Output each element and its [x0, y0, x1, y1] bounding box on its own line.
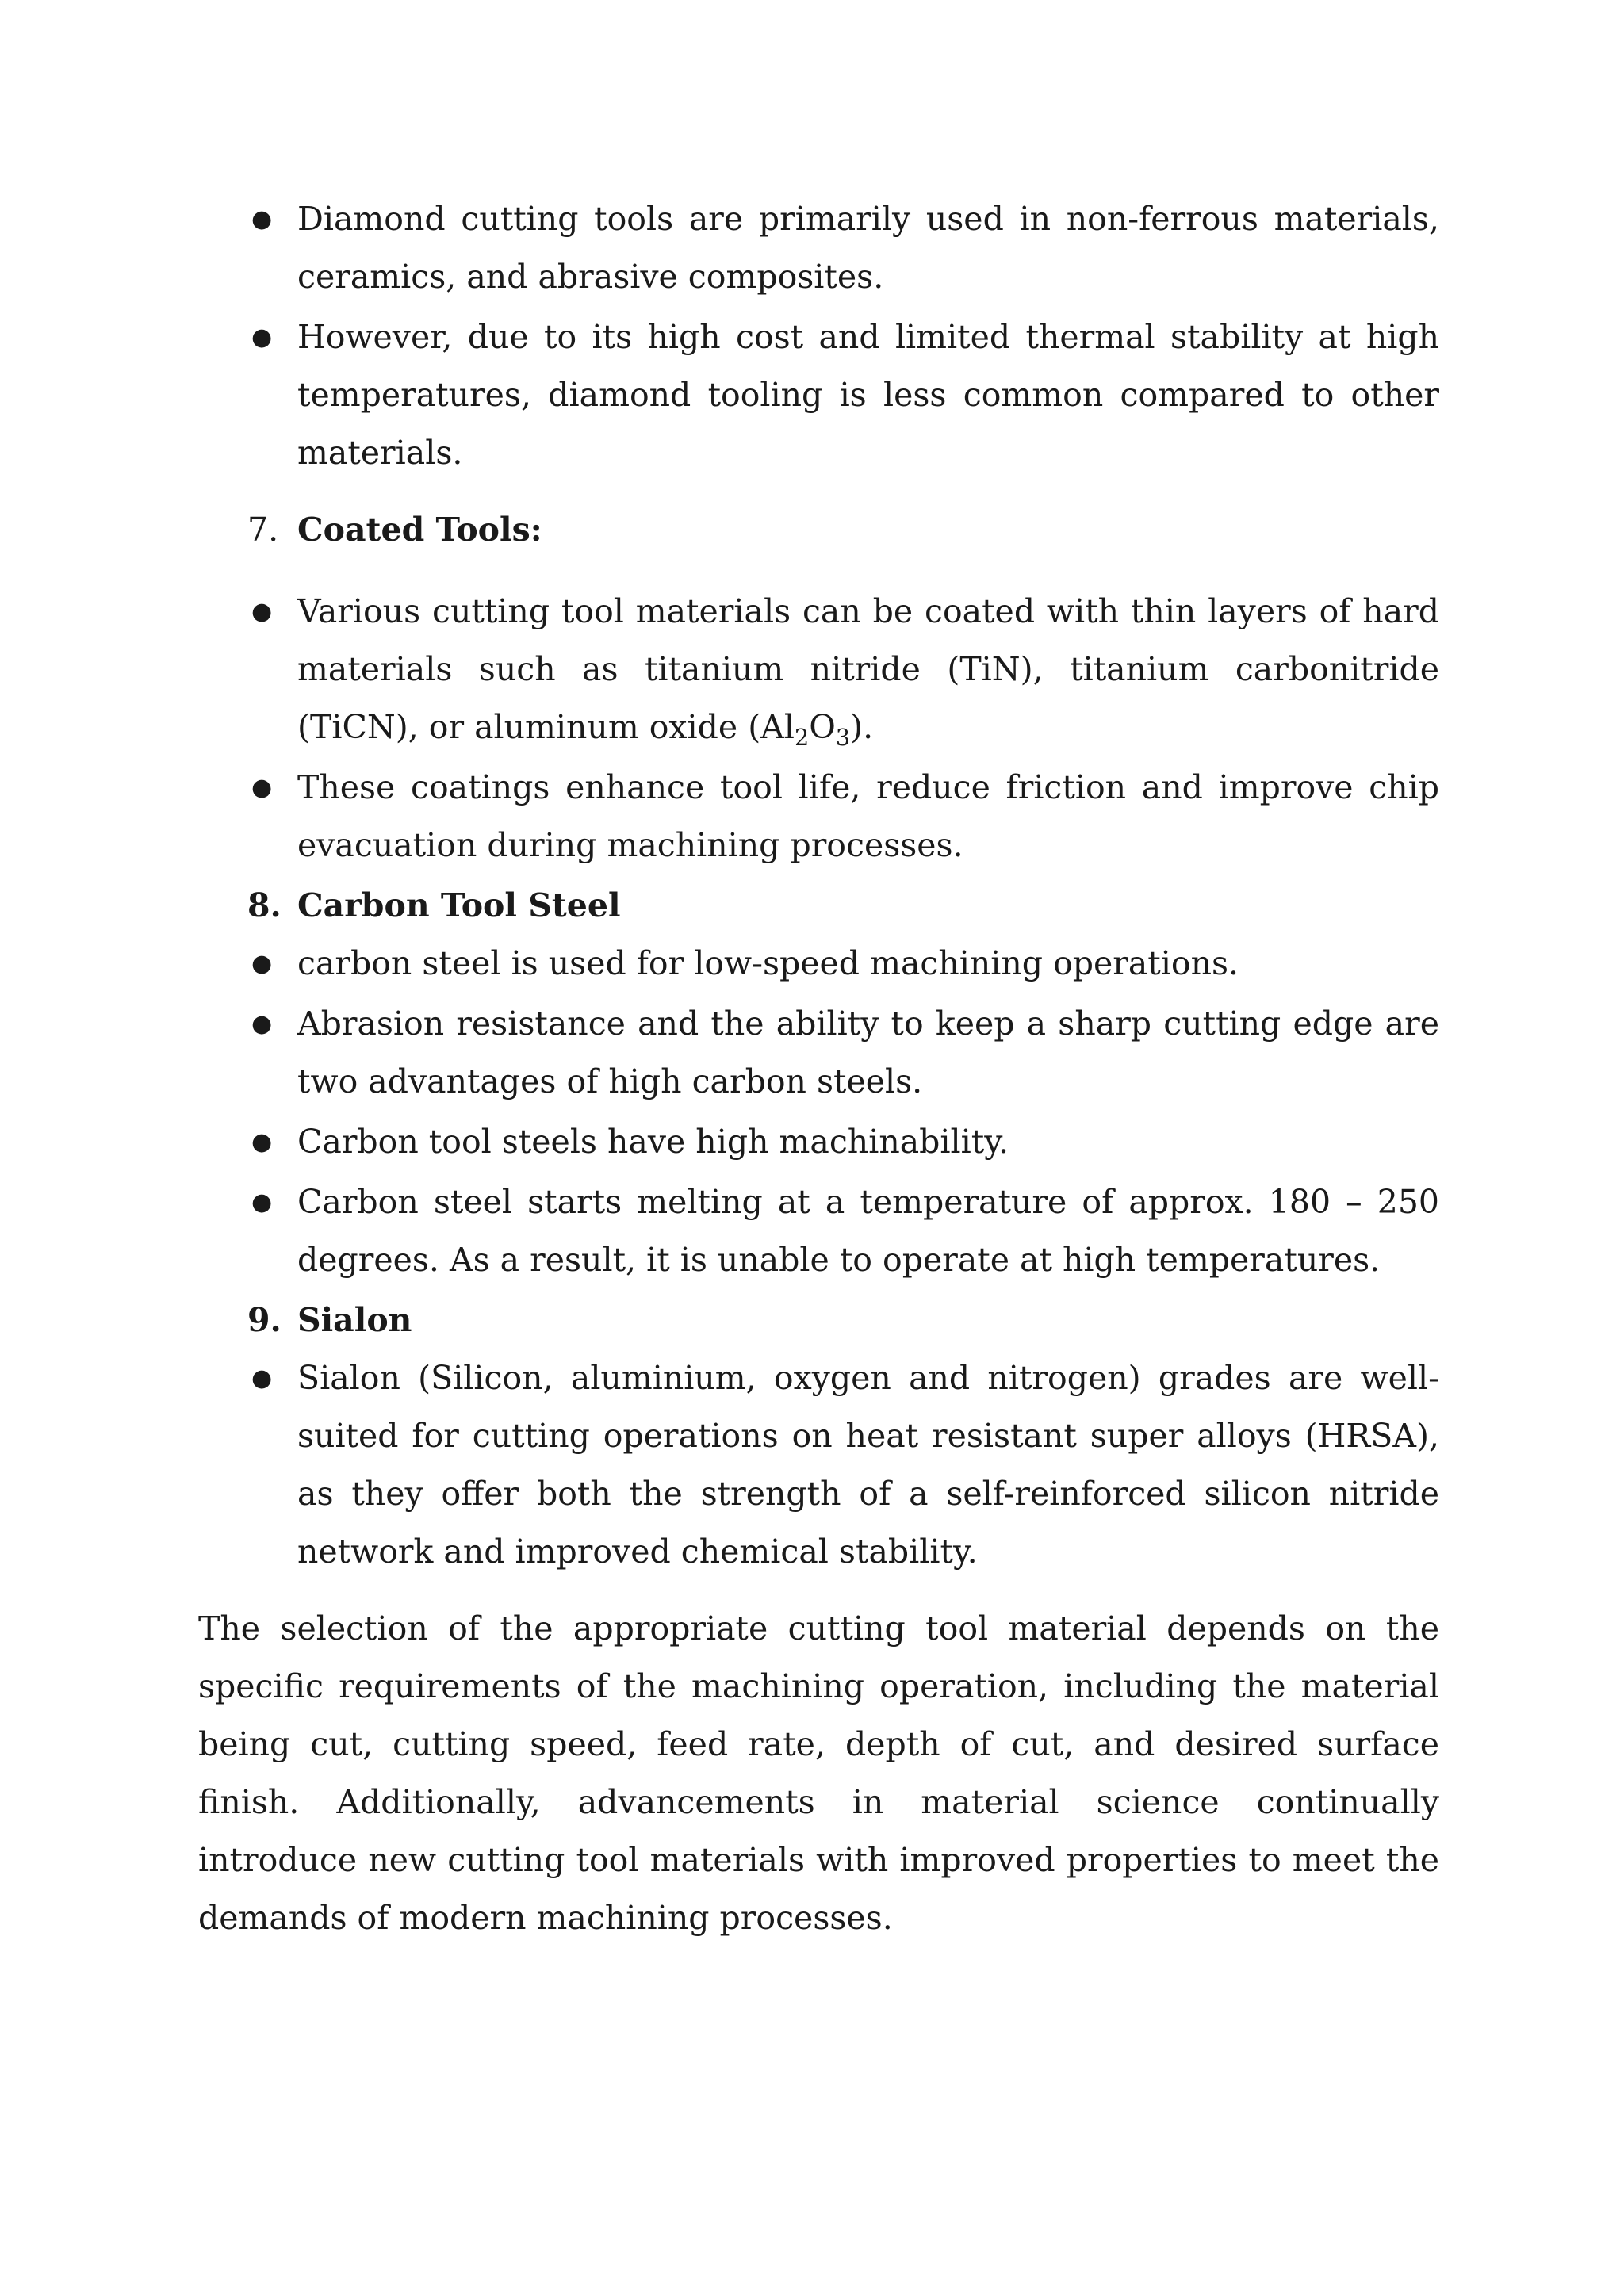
list-item	[198, 995, 1439, 1111]
section-title: Coated Tools:	[297, 511, 542, 549]
bullet-icon: ●	[251, 323, 273, 351]
bullet-text	[297, 592, 1439, 752]
sialon-bullet-list	[198, 1349, 1439, 1581]
section-number: 8.	[247, 886, 282, 924]
bullet-icon: ●	[251, 1188, 273, 1216]
bullet-text: Sialon (Silicon, aluminium, oxygen and nitrogen) grades are well-suited for cutting operations on heat resistant super alloys (HRSA), as they offer both the strength of a self-reinforced silicon nitride network and improved chemical stability.	[297, 1359, 1439, 1571]
section-heading-carbon-tool-steel	[198, 877, 1439, 935]
list-item	[198, 1349, 1439, 1581]
list-item	[198, 759, 1439, 874]
subscript-2: 2	[794, 724, 810, 752]
bullet-icon: ●	[251, 598, 273, 626]
bullet-text: Carbon tool steels have high machinability.	[297, 1123, 1009, 1161]
bullet-text-suffix: ).	[850, 708, 874, 746]
list-item	[198, 935, 1439, 993]
section-number: 9.	[247, 1301, 282, 1339]
section-heading-coated-tools	[198, 501, 1439, 559]
list-item	[198, 583, 1439, 756]
bullet-text: Abrasion resistance and the ability to keep a sharp cutting edge are two advantages of high carbon steels.	[297, 1004, 1439, 1100]
bullet-text: Carbon steel starts melting at a temperature of approx. 180 – 250 degrees. As a result, it is unable to operate at high temperatures.	[297, 1183, 1439, 1279]
intro-bullet-list	[198, 190, 1439, 482]
bullet-icon: ●	[251, 1128, 273, 1156]
bullet-text-prefix: Various cutting tool materials can be coated with thin layers of hard materials such as titanium nitride (TiN), titanium carbonitride (TiCN), or aluminum oxide (Al	[297, 592, 1439, 746]
bullet-text: carbon steel is used for low-speed machining operations.	[297, 944, 1239, 982]
bullet-text: However, due to its high cost and limited thermal stability at high temperatures, diamond tooling is less common compared to other materials.	[297, 318, 1439, 472]
list-item	[198, 1113, 1439, 1171]
bullet-icon: ●	[251, 1364, 273, 1392]
bullet-icon: ●	[251, 950, 273, 978]
carbon-tool-steel-bullet-list	[198, 935, 1439, 1289]
subscript-3: 3	[835, 724, 851, 752]
bullet-icon: ●	[251, 205, 273, 233]
bullet-text-mid: O	[809, 708, 836, 746]
list-item	[198, 1173, 1439, 1289]
bullet-icon: ●	[251, 1010, 273, 1038]
closing-paragraph: The selection of the appropriate cutting tool material depends on the specific requirements of the machining operation, including the material being cut, cutting speed, feed rate, depth of cut, and desired surface finish. Additionally, advancements in material science continually introduce new cutting tool materials with improved properties to meet the demands of modern machining processes.	[198, 1609, 1439, 1937]
page-content	[198, 190, 1439, 1980]
bullet-text: These coatings enhance tool life, reduce friction and improve chip evacuation during machining processes.	[297, 768, 1439, 864]
bullet-text: Diamond cutting tools are primarily used in non-ferrous materials, ceramics, and abrasive composites.	[297, 200, 1439, 296]
section-title: Sialon	[297, 1301, 412, 1339]
list-item	[198, 308, 1439, 482]
list-item	[198, 190, 1439, 306]
section-number: 7.	[247, 511, 279, 549]
section-title: Carbon Tool Steel	[297, 886, 621, 924]
section-heading-sialon	[198, 1292, 1439, 1349]
coated-tools-bullet-list	[198, 583, 1439, 874]
bullet-icon: ●	[251, 774, 273, 802]
